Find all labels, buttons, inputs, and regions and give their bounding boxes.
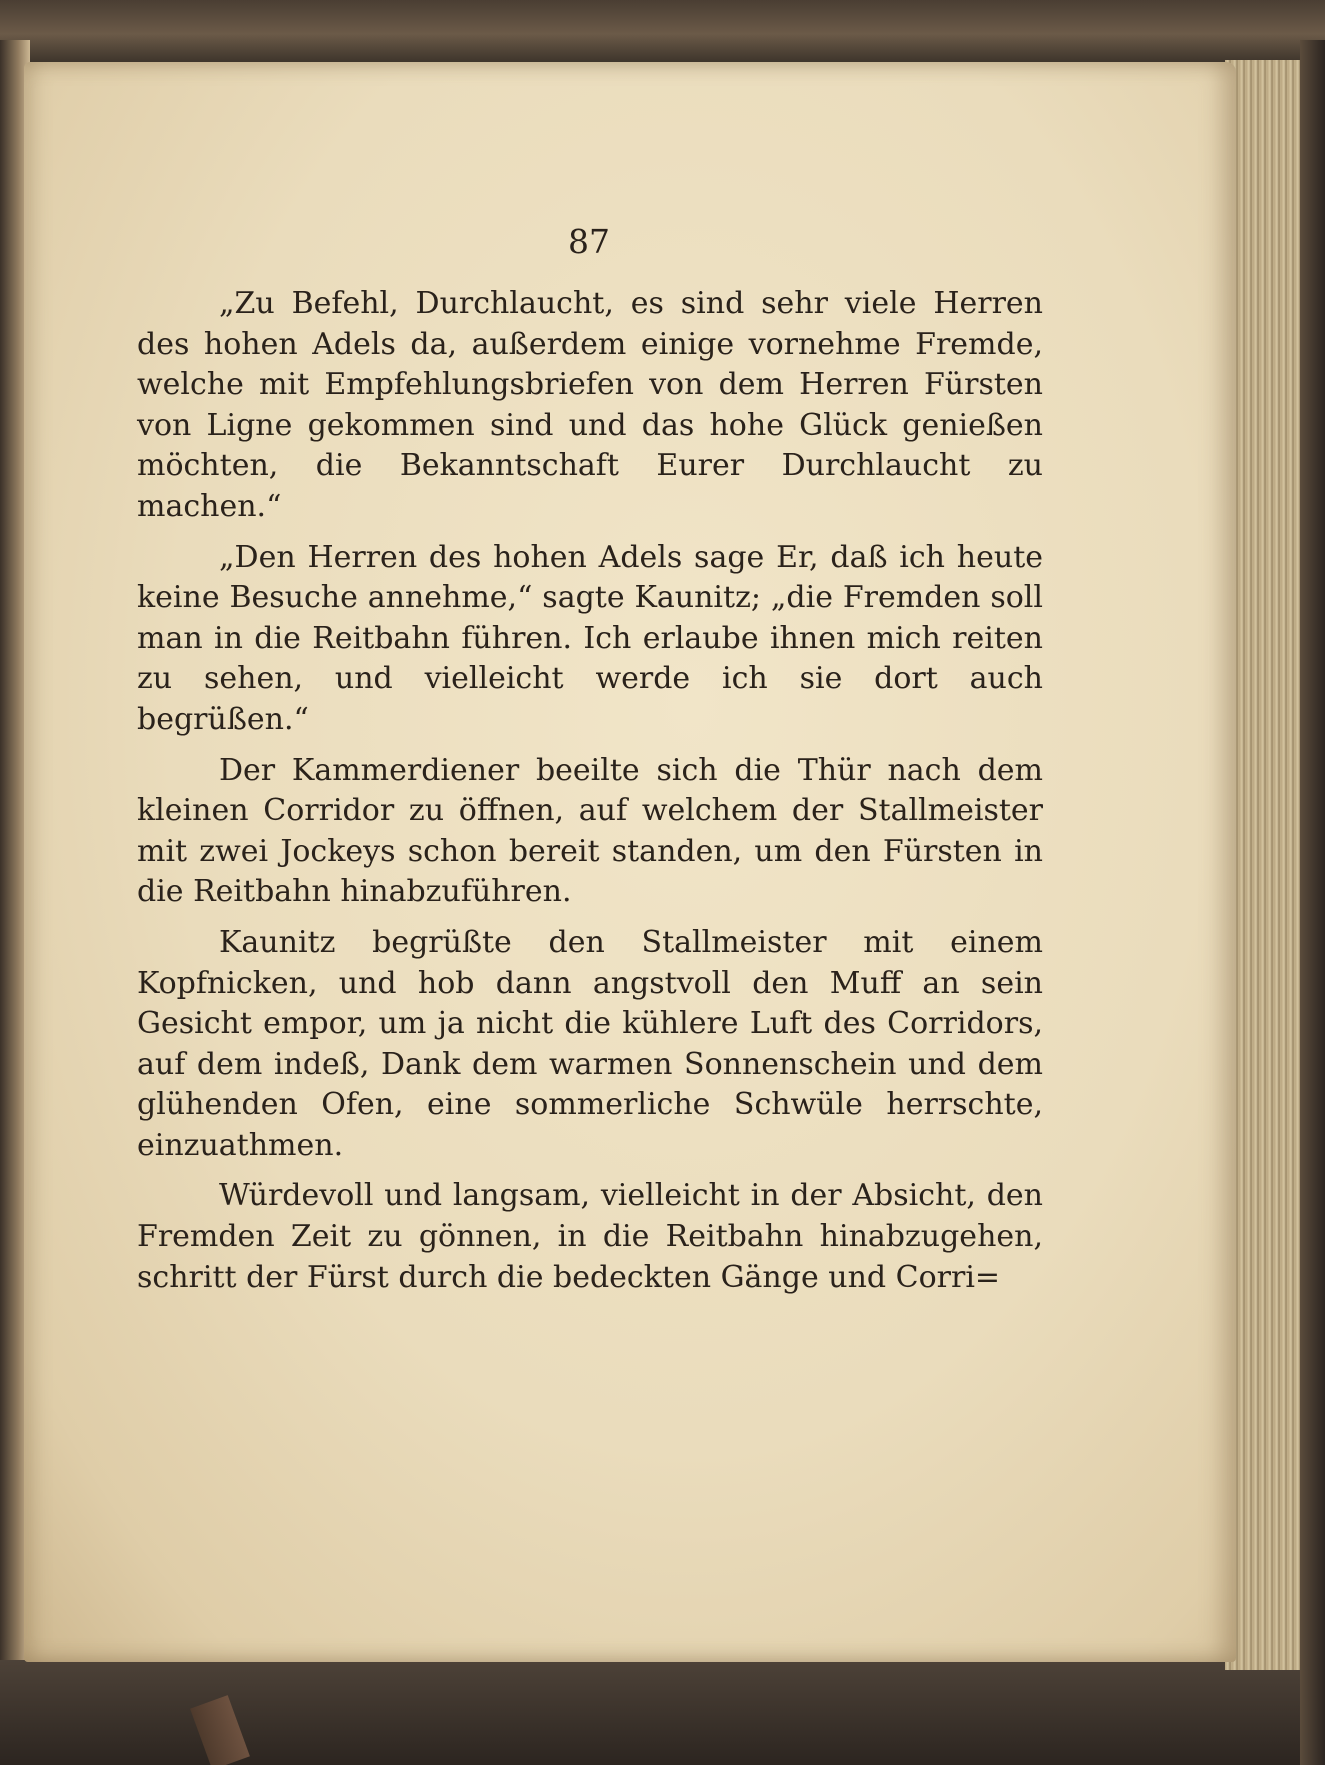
page-text [137, 284, 1043, 1308]
paragraph-5: Würdevoll und langsam, vielleicht in der Absicht, den Fremden Zeit zu gönnen, in die Reitbahn hinabzugehen, schritt der Fürst durch die bedeckten Gänge und Corri= [137, 1178, 1043, 1295]
top-binding [0, 0, 1325, 62]
paragraph-4: Kaunitz begrüßte den Stallmeister mit einem Kopfnicken, und hob dann angstvoll den Muff an sein Gesicht empor, um ja nicht die kühlere Luft des Corridors, auf dem indeß, Dank dem warmen Sonnenschein und dem glühenden Ofen, eine sommerliche Schwüle herrschte, einzuathmen. [137, 924, 1043, 1163]
book-page [24, 62, 1236, 1662]
page-number: 87 [568, 222, 610, 261]
paragraph-2: „Den Herren des hohen Adels sage Er, daß ich heute keine Besuche annehme,“ sagte Kaunitz; „die Fremden soll man in die Reitbahn führen. Ich erlaube ihnen mich reiten zu sehen, und vielleicht werde ich sie dort auch begrüßen.“ [137, 539, 1043, 737]
cover-edge [1300, 40, 1325, 1765]
paragraph-3: Der Kammerdiener beeilte sich die Thür nach dem kleinen Corridor zu öffnen, auf welchem der Stallmeister mit zwei Jockeys schon bereit standen, um den Fürsten in die Reitbahn hinabzuführen. [137, 752, 1043, 910]
paragraph-1: „Zu Befehl, Durchlaucht, es sind sehr viele Herren des hohen Adels da, außerdem einige vornehme Fremde, welche mit Empfehlungsbriefen von dem Herren Fürsten von Ligne gekommen sind und das hohe Glück genießen möchten, die Bekanntschaft Eurer Durchlaucht zu machen.“ [137, 286, 1043, 524]
